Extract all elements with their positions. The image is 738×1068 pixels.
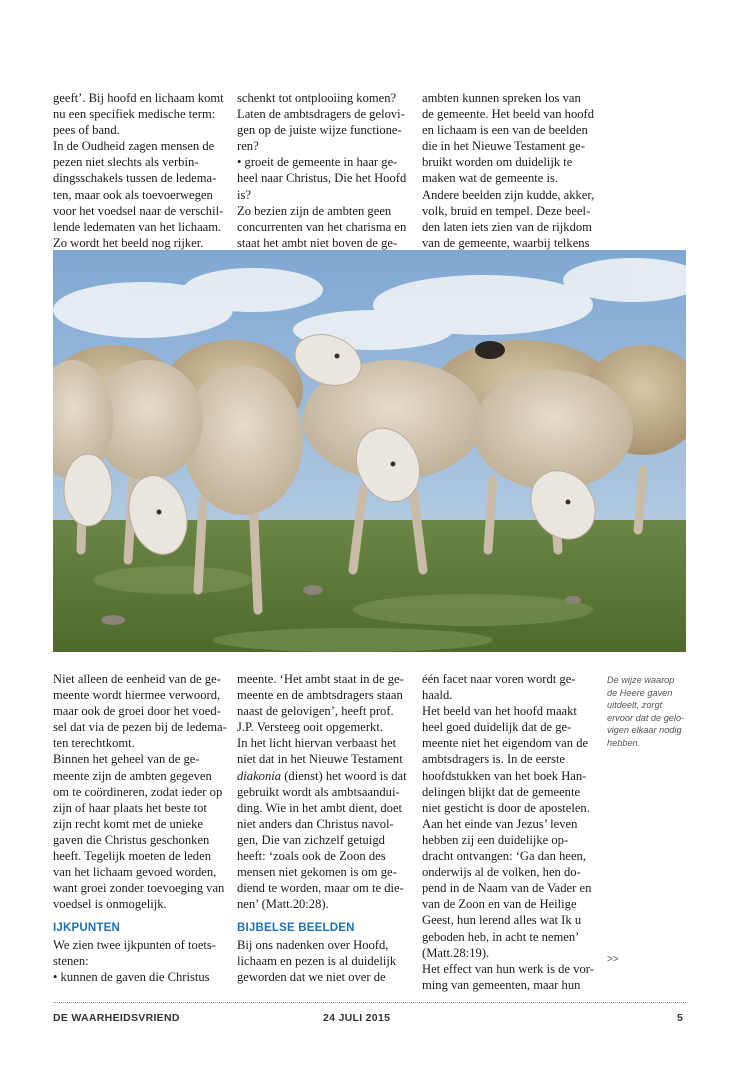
text-line: ten terechtkomt. bbox=[53, 736, 135, 751]
text-line: stenen: bbox=[53, 953, 89, 968]
text-line: pend in de Naam van de Vader en bbox=[422, 881, 592, 896]
text-line: concurrenten van het charisma en bbox=[237, 219, 407, 234]
text-line: pezen niet slechts als verbin- bbox=[53, 155, 199, 170]
text-line: pees of band. bbox=[53, 123, 120, 138]
text-line: niet dat in het Nieuwe Testament bbox=[237, 752, 403, 767]
text-line: is? bbox=[237, 187, 251, 202]
text-line: meente wordt hiermee verwoord, bbox=[53, 688, 221, 703]
text-line: voedsel is onmogelijk. bbox=[53, 897, 167, 912]
text-line: ambtsdragers is. In de eerste bbox=[422, 752, 566, 767]
text-line: lichaam en pezen is al duidelijk bbox=[237, 953, 397, 968]
text-line: • groeit de gemeente in haar ge- bbox=[237, 155, 398, 170]
section-heading-ijkpunten: IJKPUNTEN bbox=[53, 922, 120, 935]
text-line: van het lichaam gevoed worden, bbox=[53, 865, 217, 880]
article-column-top-2 bbox=[237, 90, 413, 251]
article-column-bottom-2 bbox=[237, 671, 413, 985]
text-line: heel naar Christus, Die het Hoofd bbox=[237, 171, 407, 186]
text-line: ming van gemeenten, maar hun bbox=[422, 977, 581, 992]
article-column-top-1 bbox=[53, 90, 229, 251]
continue-marker: >> bbox=[607, 954, 619, 965]
text-line: naast de gelovigen’, heeft prof. bbox=[237, 704, 394, 719]
text-line: dingsschakels tussen de ledema- bbox=[53, 171, 217, 186]
text-line: schenkt tot ontplooiing komen? bbox=[237, 91, 397, 105]
text-line: staat het ambt niet boven de ge- bbox=[237, 235, 398, 250]
text-line: We zien twee ijkpunten of toets- bbox=[53, 937, 216, 952]
text-line: hebben zij een duidelijke op- bbox=[422, 832, 569, 847]
text-line: gen, Die van zichzelf getuigd bbox=[237, 832, 385, 847]
text-line: de gemeente. Het beeld van hoofd bbox=[422, 107, 595, 122]
text-line: dracht ontvangen: ‘Ga dan heen, bbox=[422, 849, 587, 864]
text-line: diend te worden, maar om te die- bbox=[237, 881, 404, 896]
text-line: den laten iets zien van de rijkdom bbox=[422, 219, 592, 234]
text-line: Het beeld van het hoofd maakt bbox=[422, 704, 577, 719]
page-number: 5 bbox=[677, 1012, 684, 1024]
emphasis-diakonia: diakonia bbox=[237, 768, 282, 783]
text-line: ten, maar ook als toevoerwegen bbox=[53, 187, 213, 202]
text-line: Het effect van hun werk is de vor- bbox=[422, 961, 594, 976]
text-line: voor het voedsel naar de verschil- bbox=[53, 203, 224, 218]
text-line: sel dat via de pezen bij de ledema- bbox=[53, 720, 227, 735]
footer-divider bbox=[53, 1002, 686, 1003]
text-line: geeft’. Bij hoofd en lichaam komt bbox=[53, 91, 224, 105]
text-line: heeft: ‘zoals ook de Zoon des bbox=[237, 849, 386, 864]
text-line: van de Zoon en van de Heilige bbox=[422, 897, 577, 912]
text-line: J.P. Versteeg ooit opgemerkt. bbox=[237, 720, 383, 735]
text-line: haald. bbox=[422, 688, 453, 703]
text-line: want groei zonder toevoeging van bbox=[53, 881, 225, 896]
text-line: van de gemeente, waarbij telkens bbox=[422, 235, 590, 250]
text-line: ren? bbox=[237, 139, 259, 154]
photo-caption: De wijze waarop de Heere gaven uitdeelt, zorgt ervoor dat de gelo-vigen elkaar nodig hebben. bbox=[607, 675, 685, 748]
text-line: ding. Wie in het ambt dient, doet bbox=[237, 800, 403, 815]
text-line: heel goed duidelijk dat de ge- bbox=[422, 720, 572, 735]
section-heading-bijbelse-beelden: BIJBELSE BEELDEN bbox=[237, 922, 355, 935]
text-line: onderwijs al de volken, hen do- bbox=[422, 865, 581, 880]
text-line: gaven die Christus geschonken bbox=[53, 832, 210, 847]
text-line: niet anders dan Christus navol- bbox=[237, 816, 394, 831]
text-line: maar ook de groei door het voed- bbox=[53, 704, 221, 719]
text-line: heeft. Tegelijk moeten de leden bbox=[53, 849, 211, 864]
text-line: Aan het einde van Jezus’ leven bbox=[422, 816, 578, 831]
text-line: Andere beelden zijn kudde, akker, bbox=[422, 187, 595, 202]
footer-magazine-name: DE WAARHEIDSVRIEND bbox=[53, 1012, 180, 1024]
article-column-bottom-1 bbox=[53, 671, 229, 985]
text-line: meente zijn de ambten gegeven bbox=[53, 768, 212, 783]
text-line: nu een specifiek medische term: bbox=[53, 107, 216, 122]
text-line: om te coördineren, zodat ieder op bbox=[53, 784, 223, 799]
text-line: gebruikt wordt als ambtsaandui- bbox=[237, 784, 400, 799]
text-line: ambten kunnen spreken los van bbox=[422, 91, 581, 105]
text-line: Zo wordt het beeld nog rijker. bbox=[53, 235, 204, 250]
text-line: die in het Nieuwe Testament ge- bbox=[422, 139, 585, 154]
text-line: en lichaam is een van de beelden bbox=[422, 123, 588, 138]
text-line: In het licht hiervan verbaast het bbox=[237, 736, 397, 751]
text-line: bruikt worden om duidelijk te bbox=[422, 155, 573, 170]
text-line: volk, bruid en tempel. Deze beel- bbox=[422, 203, 591, 218]
text-line: hoofdstukken van het boek Han- bbox=[422, 768, 587, 783]
text-line: Binnen het geheel van de ge- bbox=[53, 752, 200, 767]
text-line: geworden dat we niet over de bbox=[237, 969, 386, 984]
text-line: Niet alleen de eenheid van de ge- bbox=[53, 672, 221, 686]
text-line: Bij ons nadenken over Hoofd, bbox=[237, 937, 389, 952]
text-line: meente. ‘Het ambt staat in de ge- bbox=[237, 672, 404, 686]
text-line: (Matt.28:19). bbox=[422, 945, 490, 960]
text-line: Geest, hun lerend alles wat Ik u bbox=[422, 913, 582, 928]
text-line: zijn recht komt met de unieke bbox=[53, 816, 204, 831]
article-column-top-3 bbox=[422, 90, 598, 251]
text-line: geboden heb, in acht te nemen’ bbox=[422, 929, 580, 944]
text-line: mensen niet gekomen is om ge- bbox=[237, 865, 397, 880]
text-line: zijn of haar plaats het beste tot bbox=[53, 800, 207, 815]
footer-date: 24 JULI 2015 bbox=[323, 1012, 391, 1024]
text-line: niet gesticht is door de apostelen. bbox=[422, 800, 590, 815]
text-line: één facet naar voren wordt ge- bbox=[422, 672, 576, 686]
text-line: In de Oudheid zagen mensen de bbox=[53, 139, 215, 154]
text-line: Zo bezien zijn de ambten geen bbox=[237, 203, 392, 218]
text-line: gen op de juiste wijze functione- bbox=[237, 123, 402, 138]
sheep-photo bbox=[53, 250, 686, 652]
text-line: maken wat de gemeente is. bbox=[422, 171, 559, 186]
text-line: lende ledematen van het lichaam. bbox=[53, 219, 222, 234]
article-column-bottom-3 bbox=[422, 671, 598, 993]
text-line: • kunnen de gaven die Christus bbox=[53, 969, 210, 984]
text-line: nen’ (Matt.20:28). bbox=[237, 897, 329, 912]
text-line: meente en de ambtsdragers staan bbox=[237, 688, 403, 703]
text-line: delingen blijkt dat de gemeente bbox=[422, 784, 581, 799]
text-line: Laten de ambtsdragers de gelovi- bbox=[237, 107, 405, 122]
text-line: diakonia (dienst) het woord is dat bbox=[237, 768, 407, 783]
text-line: meente niet het eigendom van de bbox=[422, 736, 589, 751]
